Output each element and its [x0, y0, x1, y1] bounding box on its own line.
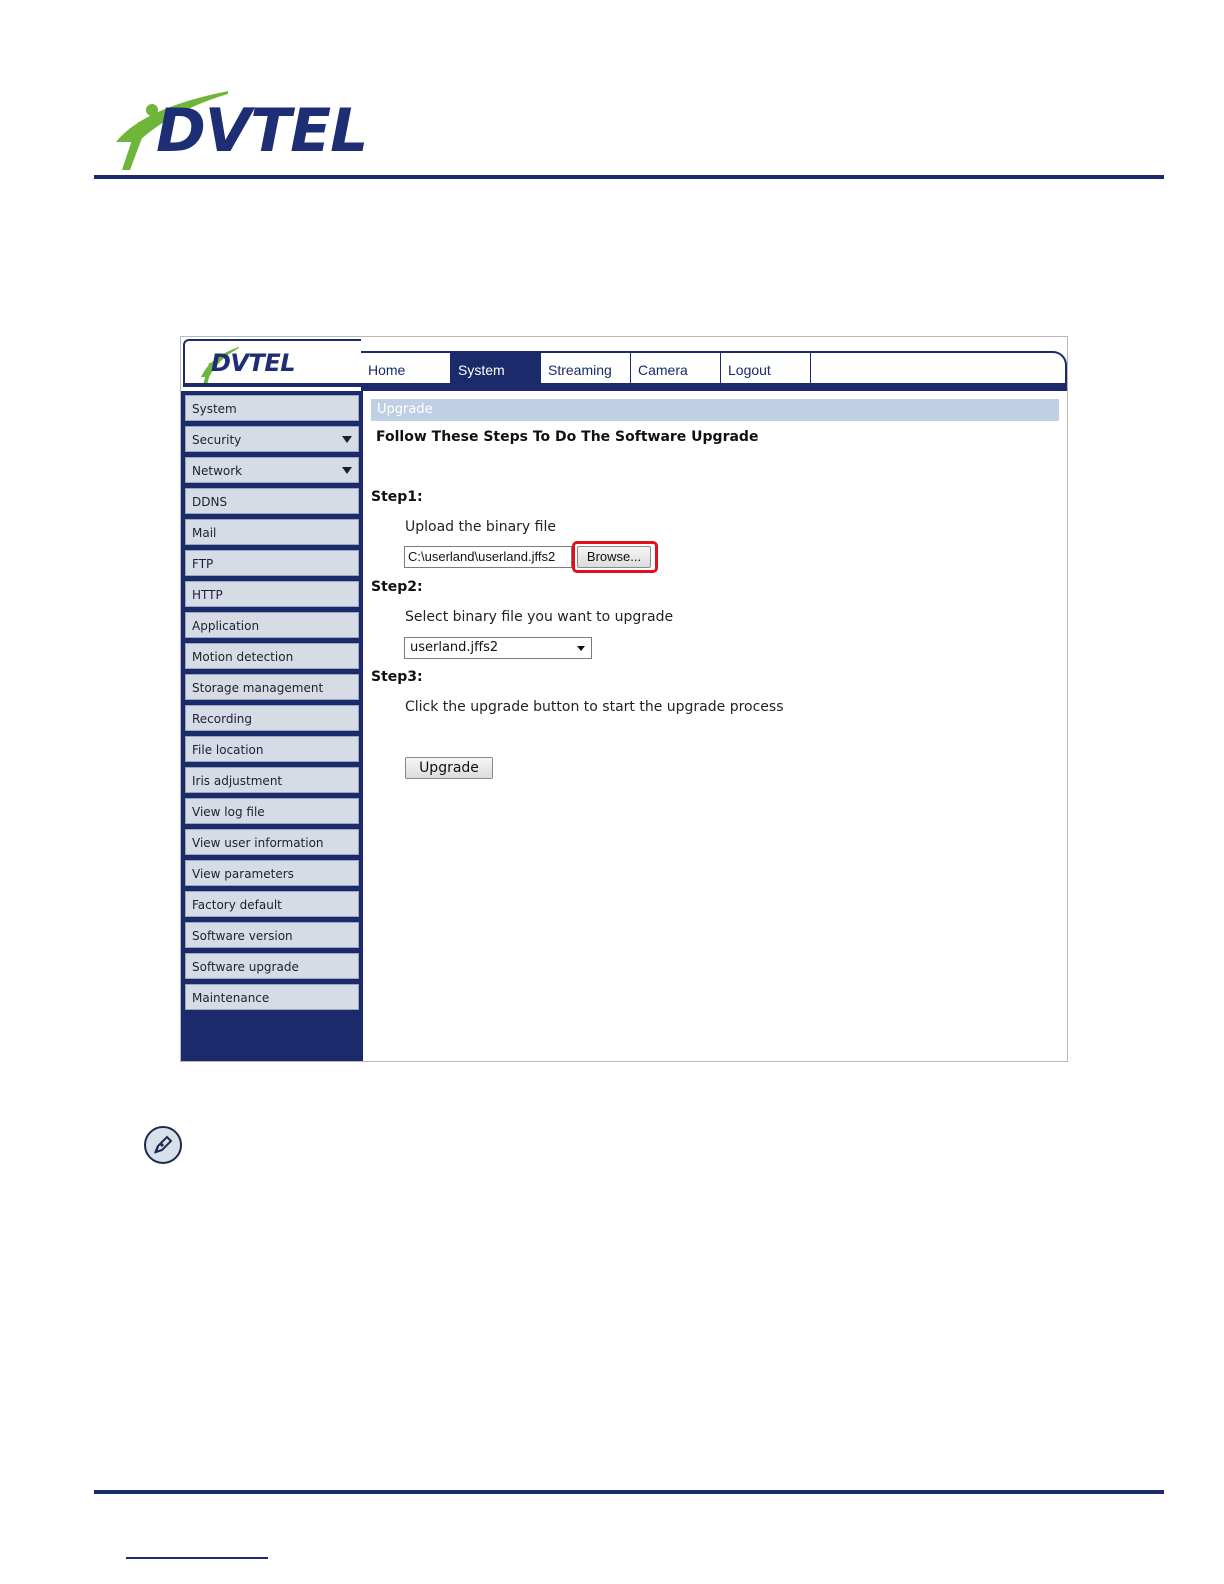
tab-camera[interactable]: Camera: [631, 353, 721, 383]
tab-home[interactable]: Home: [361, 353, 451, 383]
sidebar-item-motion-detection[interactable]: [185, 643, 359, 669]
sidebar-item-label: Mail: [192, 526, 217, 540]
sidebar-item-label: View user information: [192, 836, 324, 850]
page-heading: Follow These Steps To Do The Software Upgrade: [376, 429, 759, 445]
sidebar-item-label: View log file: [192, 805, 265, 819]
sidebar: [181, 391, 363, 1061]
top-nav: [361, 351, 1067, 385]
header-rule: [94, 175, 1164, 179]
binary-file-select[interactable]: [404, 637, 592, 659]
sidebar-item-ddns[interactable]: [185, 488, 359, 514]
sidebar-item-maintenance[interactable]: [185, 984, 359, 1010]
sidebar-item-ftp[interactable]: [185, 550, 359, 576]
sidebar-item-software-version[interactable]: [185, 922, 359, 948]
sidebar-item-label: Application: [192, 619, 260, 633]
nav-underline: [361, 383, 1067, 391]
document-logo: [108, 82, 368, 174]
sidebar-item-label: Network: [192, 464, 243, 478]
sidebar-item-label: Maintenance: [192, 991, 270, 1005]
footer-rule: [94, 1490, 1164, 1494]
sidebar-item-file-location[interactable]: [185, 736, 359, 762]
sidebar-item-label: View parameters: [192, 867, 294, 881]
file-path-input[interactable]: C:\userland\userland.jffs2: [404, 546, 572, 568]
sidebar-item-label: Recording: [192, 712, 253, 726]
upgrade-button[interactable]: Upgrade: [405, 757, 493, 779]
sidebar-item-label: Software version: [192, 929, 293, 943]
step2-description: Select binary file you want to upgrade: [405, 609, 674, 625]
step1-label: Step1:: [371, 489, 423, 505]
sidebar-item-iris-adjustment[interactable]: [185, 767, 359, 793]
app-logo: [183, 339, 361, 387]
sidebar-item-network[interactable]: [185, 457, 359, 483]
sidebar-item-label: File location: [192, 743, 264, 757]
chevron-down-icon: [342, 436, 352, 443]
sidebar-item-view-log-file[interactable]: [185, 798, 359, 824]
sidebar-item-application[interactable]: [185, 612, 359, 638]
browse-highlight-box: [572, 541, 658, 573]
logo-underline: [183, 383, 363, 387]
select-value: userland.jffs2: [410, 640, 499, 655]
step2-label: Step2:: [371, 579, 423, 595]
sidebar-item-label: Motion detection: [192, 650, 294, 664]
sidebar-item-software-upgrade[interactable]: [185, 953, 359, 979]
pen-icon: [152, 1134, 174, 1156]
main-content: [363, 391, 1067, 1061]
sidebar-item-recording[interactable]: [185, 705, 359, 731]
sidebar-item-label: Software upgrade: [192, 960, 299, 974]
tab-logout[interactable]: Logout: [721, 353, 811, 383]
section-title-bar: Upgrade: [371, 399, 1059, 421]
sidebar-item-label: FTP: [192, 557, 214, 571]
app-logo-text: DVTEL: [211, 349, 296, 377]
sidebar-item-label: Iris adjustment: [192, 774, 283, 788]
sidebar-item-mail[interactable]: [185, 519, 359, 545]
pen-note-icon: [144, 1126, 182, 1164]
sidebar-item-security[interactable]: [185, 426, 359, 452]
top-strip: [181, 337, 1067, 391]
sidebar-item-system[interactable]: [185, 395, 359, 421]
sidebar-item-factory-default[interactable]: [185, 891, 359, 917]
sidebar-item-label: Security: [192, 433, 242, 447]
step3-description: Click the upgrade button to start the upgrade process: [405, 699, 784, 715]
sidebar-item-view-user-information[interactable]: [185, 829, 359, 855]
sidebar-item-view-parameters[interactable]: [185, 860, 359, 886]
embedded-screenshot: [180, 336, 1068, 1062]
step1-description: Upload the binary file: [405, 519, 556, 535]
footer-link-underline: [126, 1557, 268, 1559]
sidebar-item-http[interactable]: [185, 581, 359, 607]
chevron-down-icon: [342, 467, 352, 474]
tab-streaming[interactable]: Streaming: [541, 353, 631, 383]
sidebar-item-label: Factory default: [192, 898, 282, 912]
dropdown-arrow-icon: [577, 646, 585, 651]
sidebar-item-label: DDNS: [192, 495, 228, 509]
sidebar-item-storage-management[interactable]: [185, 674, 359, 700]
sidebar-item-label: Storage management: [192, 681, 324, 695]
sidebar-item-label: HTTP: [192, 588, 223, 602]
document-logo-text: DVTEL: [156, 96, 368, 166]
sidebar-item-label: System: [192, 402, 237, 416]
tab-system[interactable]: System: [451, 353, 541, 383]
browse-button[interactable]: Browse...: [577, 546, 651, 568]
step3-label: Step3:: [371, 669, 423, 685]
